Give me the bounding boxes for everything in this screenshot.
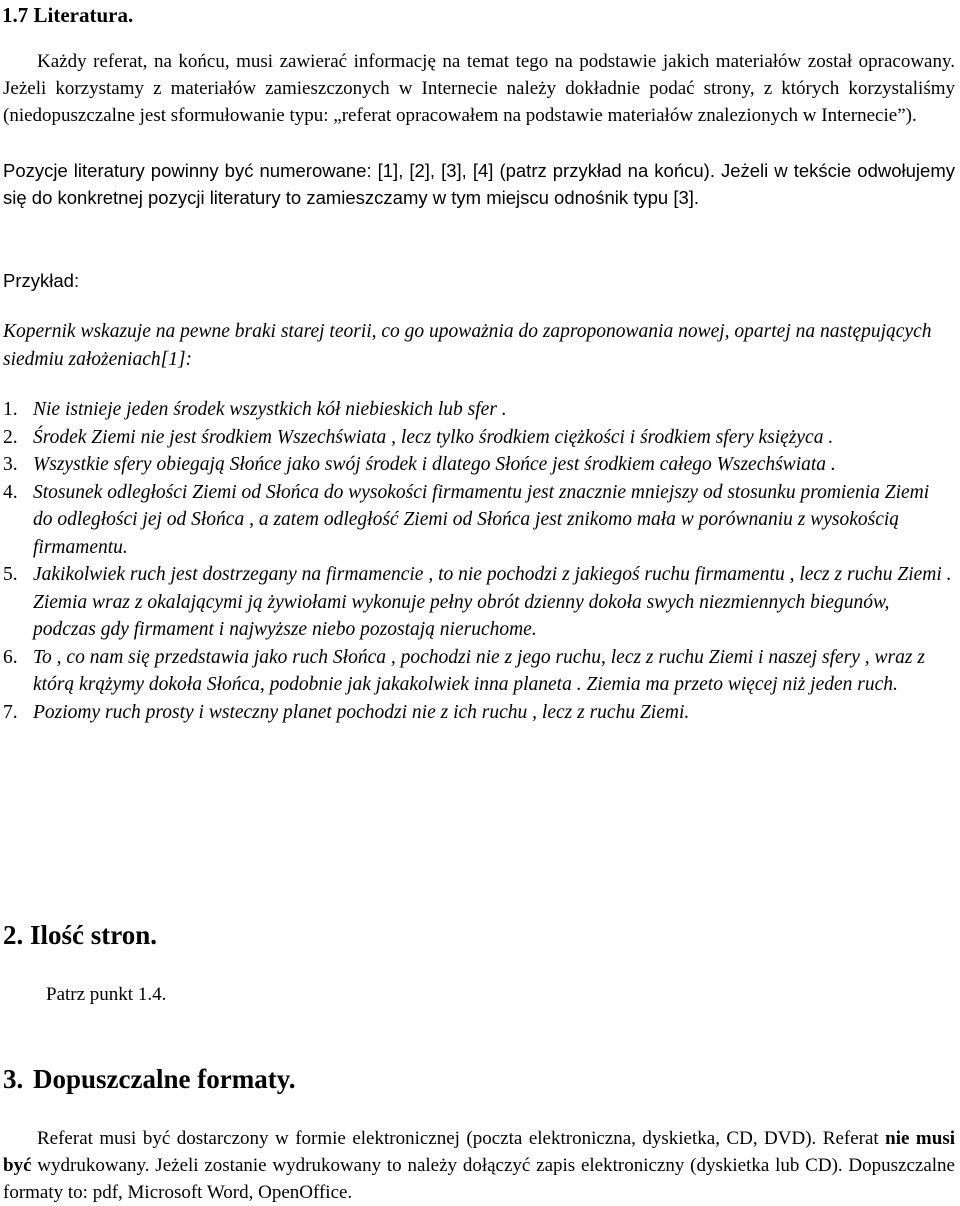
section-2-text: Patrz punkt 1.4. — [46, 984, 167, 1005]
list-item-number: 1. — [3, 399, 18, 420]
section-3-title — [3, 1062, 295, 1096]
section-3-text-bold: nie musi być — [3, 1128, 955, 1176]
list-item — [3, 479, 953, 562]
section-3-text-part-2: wydrukowany. Jeżeli zostanie wydrukowany to należy dołączyć zapis elektroniczny (dyskietka lub CD). Dopuszczalne formaty to: pdf, Microsoft Word, OpenOffice. — [3, 1155, 955, 1203]
list-item-number: 5. — [3, 564, 18, 585]
list-item-text: Nie istnieje jeden środek wszystkich kół niebieskich lub sfer . — [33, 399, 507, 420]
list-item-text: Wszystkie sfery obiegają Słońce jako swój środek i dlatego Słońce jest środkiem całego Wszechświata . — [33, 454, 836, 475]
list-item-number: 3. — [3, 454, 18, 475]
list-item-text: To , co nam się przedstawia jako ruch Słońca , pochodzi nie z jego ruchu, lecz z ruchu Ziemi i naszej sfery , wraz z którą krążymy dokoła Słońca, podobnie jak jakakolwiek inna planeta . Ziemia ma przeto więcej niż jeden ruch. — [33, 646, 925, 695]
list-item — [3, 451, 953, 479]
section-3-number: 3. — [3, 1064, 24, 1094]
section-1-7-paragraph-1: Każdy referat, na końcu, musi zawierać informację na temat tego na podstawie jakich materiałów został opracowany. Jeżeli korzystamy z materiałów zamieszczonych w Internecie należy dokładnie podać strony, z których korzystaliśmy (niedopuszczalne jest sformułowanie typu: „referat opracowałem na podstawie materiałów znalezionych w Internecie”). — [3, 51, 955, 126]
list-item — [3, 424, 953, 452]
list-item — [3, 396, 953, 424]
section-1-7-title: 1.7 Literatura. — [2, 3, 134, 27]
list-item-number: 2. — [3, 426, 18, 448]
section-3-text-part-1: Referat musi być dostarczony w formie elektronicznej (poczta elektroniczna, dyskietka, CD, DVD). Referat — [37, 1128, 886, 1149]
example-label: Przykład: — [3, 270, 80, 291]
list-item-text: Poziomy ruch prosty i wsteczny planet pochodzi nie z ich ruchu , lecz z ruchu Ziemi. — [33, 701, 690, 723]
list-item — [3, 644, 953, 699]
list-item-text: Środek Ziemi nie jest środkiem Wszechświata , lecz tylko środkiem ciężkości i środkiem sfery księżyca . — [33, 426, 834, 448]
list-item — [3, 699, 953, 727]
section-3-paragraph — [3, 1125, 955, 1206]
list-item-number: 7. — [3, 701, 18, 723]
example-intro: Kopernik wskazuje na pewne braki starej teorii, co go upoważnia do zaproponowania nowej, opartej na następujących siedmiu założeniach[1]: — [3, 321, 932, 370]
assumptions-list — [3, 396, 953, 726]
section-2-title: 2. Ilość stron. — [3, 920, 158, 950]
list-item-text: Stosunek odległości Ziemi od Słońca do wysokości firmamentu jest znacznie mniejszy od stosunku promienia Ziemi do odległości jej od Słońca , a zatem odległość Ziemi od Słońca jest znikomo mała w porównaniu z wysokością firmamentu. — [33, 481, 930, 558]
section-3-title-text: Dopuszczalne formaty. — [33, 1064, 296, 1094]
section-1-7-paragraph-2: Pozycje literatury powinny być numerowane: [1], [2], [3], [4] (patrz przykład na końcu). Jeżeli w tekście odwołujemy się do konkretnej pozycji literatury to zamieszczamy w tym miejscu odnośnik typu [3]. — [3, 160, 955, 208]
list-item-text: Jakikolwiek ruch jest dostrzegany na firmamencie , to nie pochodzi z jakiegoś ruchu firmamentu , lecz z ruchu Ziemi . Ziemia wraz z okalającymi ją żywiołami wykonuje pełny obrót dzienny dokoła swych niezmiennych biegunów, podczas gdy firmament i najwyższe niebo pozostają nieruchome. — [33, 564, 952, 640]
list-item-number: 6. — [3, 646, 18, 668]
list-item — [3, 561, 953, 644]
list-item-number: 4. — [3, 481, 18, 503]
